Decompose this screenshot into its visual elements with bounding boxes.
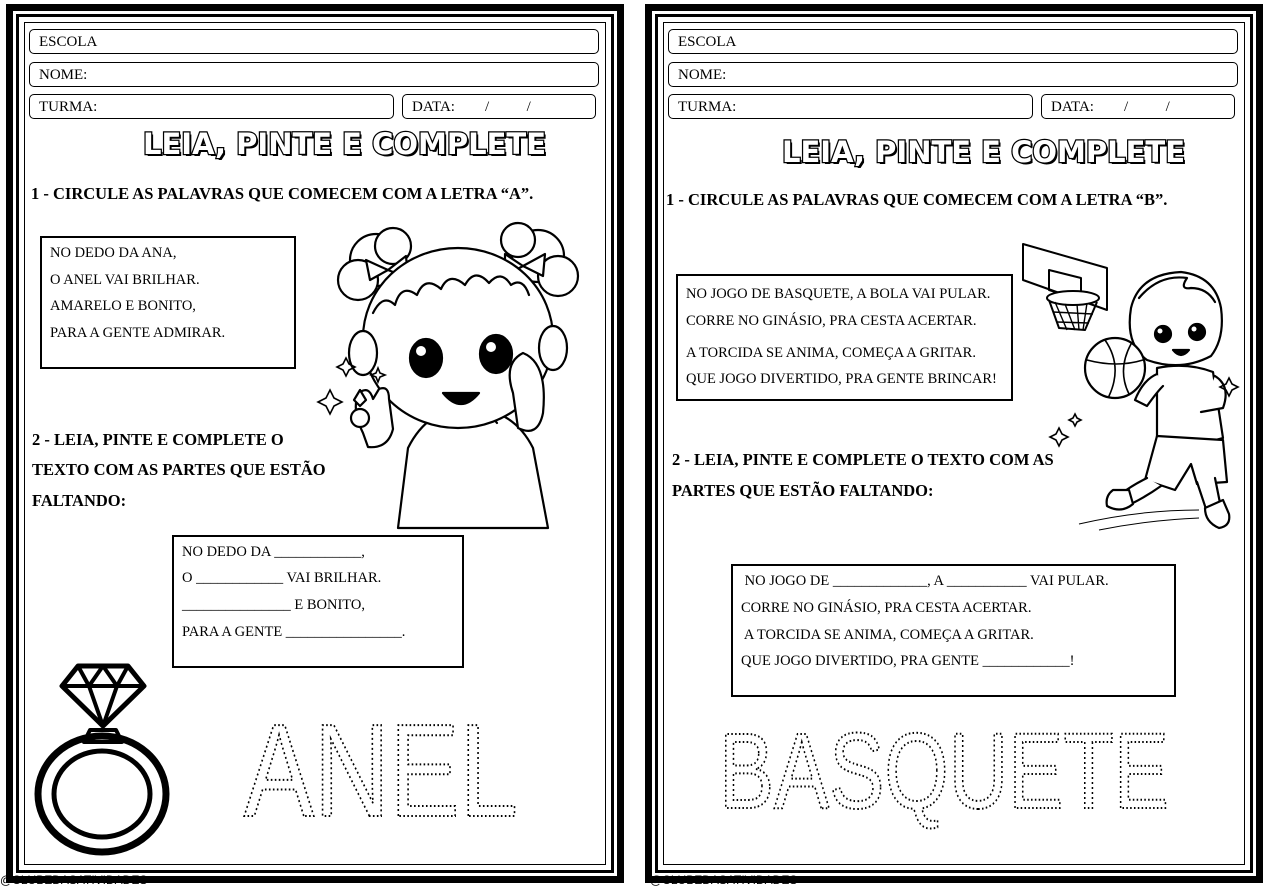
question-2: 2 - LEIA, PINTE E COMPLETE O TEXTO COM AS xyxy=(672,450,1054,469)
fill-line: PARA A GENTE ________________. xyxy=(182,624,406,640)
poem-line: NO DEDO DA ANA, xyxy=(50,245,177,261)
fill-in-box xyxy=(172,535,464,668)
boy-basketball-icon xyxy=(1039,268,1249,536)
question-1: 1 - CIRCULE AS PALAVRAS QUE COMECEM COM A LETRA “B”. xyxy=(666,190,1168,209)
poem-line: PARA A GENTE ADMIRAR. xyxy=(50,325,226,341)
fill-line: NO JOGO DE _____________, A ___________ VAI PULAR. xyxy=(741,573,1109,589)
worksheet-left xyxy=(0,0,630,887)
worksheet-title: LEIA, PINTE E COMPLETE xyxy=(143,127,547,161)
poem-line: NO JOGO DE BASQUETE, A BOLA VAI PULAR. xyxy=(686,286,991,302)
date-field[interactable]: DATA: / / xyxy=(402,94,596,119)
school-field[interactable]: ESCOLA xyxy=(668,29,1238,54)
trace-word xyxy=(719,710,1174,831)
diamond-ring-icon xyxy=(34,660,174,856)
fill-line: O ____________ VAI BRILHAR. xyxy=(182,570,382,586)
question-2: FALTANDO: xyxy=(32,491,127,510)
worksheet-right xyxy=(639,0,1269,887)
school-field[interactable]: ESCOLA xyxy=(29,29,599,54)
worksheet-title: LEIA, PINTE E COMPLETE xyxy=(782,135,1186,169)
girl-with-ring-icon xyxy=(318,218,590,528)
poem-box xyxy=(676,274,1013,401)
fill-line: _______________ E BONITO, xyxy=(182,597,365,613)
trace-word xyxy=(244,697,524,844)
poem-line: A TORCIDA SE ANIMA, COMEÇA A GRITAR. xyxy=(686,345,976,361)
question-2: TEXTO COM AS PARTES QUE ESTÃO xyxy=(32,460,326,479)
trace-word-text: ANEL xyxy=(244,697,518,844)
fill-line: QUE JOGO DIVERTIDO, PRA GENTE ____________! xyxy=(741,653,1075,669)
poem-box xyxy=(40,236,296,369)
class-field[interactable]: TURMA: xyxy=(29,94,394,119)
poem-line: AMARELO E BONITO, xyxy=(50,298,196,314)
trace-word-text: BASQUETE xyxy=(719,710,1169,831)
name-field[interactable]: NOME: xyxy=(668,62,1238,87)
fill-line: NO DEDO DA ____________, xyxy=(182,544,365,560)
question-2: 2 - LEIA, PINTE E COMPLETE O xyxy=(32,430,284,449)
question-2: PARTES QUE ESTÃO FALTANDO: xyxy=(672,481,934,500)
fill-line: A TORCIDA SE ANIMA, COMEÇA A GRITAR. xyxy=(741,627,1034,643)
credit-label: @CLUBEDASATIVIDADES xyxy=(650,873,798,887)
poem-line: QUE JOGO DIVERTIDO, PRA GENTE BRINCAR! xyxy=(686,371,997,387)
date-field[interactable]: DATA: / / xyxy=(1041,94,1235,119)
poem-line: CORRE NO GINÁSIO, PRA CESTA ACERTAR. xyxy=(686,313,977,329)
credit-label: @CLUBEDASATIVIDADES xyxy=(0,873,148,887)
question-1: 1 - CIRCULE AS PALAVRAS QUE COMECEM COM A LETRA “A”. xyxy=(31,184,534,203)
class-field[interactable]: TURMA: xyxy=(668,94,1033,119)
name-field[interactable]: NOME: xyxy=(29,62,599,87)
fill-line: CORRE NO GINÁSIO, PRA CESTA ACERTAR. xyxy=(741,600,1032,616)
poem-line: O ANEL VAI BRILHAR. xyxy=(50,272,200,288)
fill-in-box xyxy=(731,564,1176,697)
